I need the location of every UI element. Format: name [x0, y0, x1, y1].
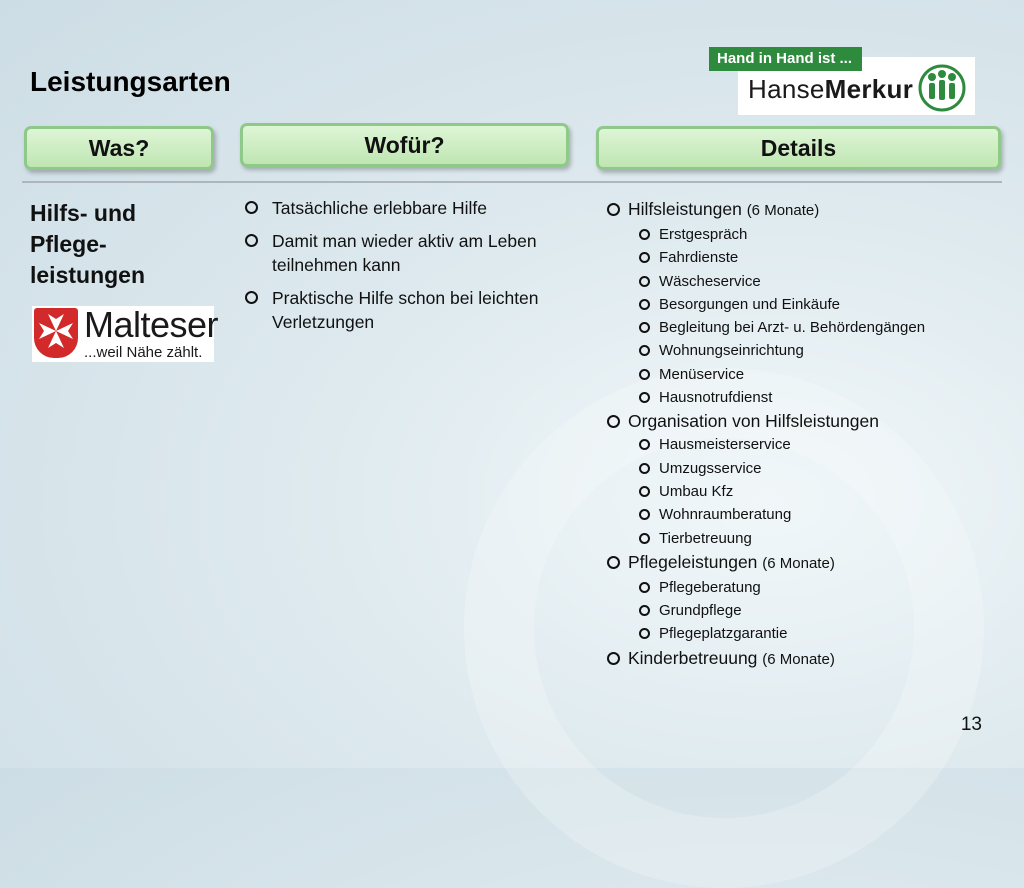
- details-item-text: Menüservice: [659, 365, 745, 383]
- bullet-circle-icon: [245, 201, 258, 214]
- details-list: [597, 197, 997, 672]
- details-item: [597, 246, 997, 269]
- details-item: [597, 480, 997, 503]
- details-item: [597, 223, 997, 246]
- logo-tagline: Hand in Hand ist ...: [709, 47, 862, 71]
- details-item: [597, 339, 997, 362]
- details-item-text: Hausmeisterservice: [659, 436, 791, 454]
- details-item: [597, 293, 997, 316]
- wofuer-item: [240, 286, 585, 334]
- bullet-circle-icon: [245, 234, 258, 247]
- maltese-cross-icon: [34, 308, 78, 354]
- malteser-name: Malteser: [84, 304, 219, 345]
- malteser-slogan: ...weil Nähe zählt.: [84, 344, 203, 361]
- people-circle-icon: [917, 63, 967, 113]
- malteser-shield: [34, 308, 78, 358]
- details-item: [597, 386, 997, 409]
- header-details: Details: [596, 126, 1001, 170]
- wofuer-item-text: Damit man wieder aktiv am Leben teilnehmen kann: [272, 231, 537, 275]
- bullet-circle-icon: [639, 276, 650, 287]
- details-item-text: Wohnraumberatung: [659, 506, 792, 524]
- bullet-circle-icon: [639, 463, 650, 474]
- bullet-circle-icon: [607, 203, 620, 216]
- details-item: [597, 270, 997, 293]
- details-item-text: Pflegeplatzgarantie: [659, 625, 788, 643]
- details-group-hilfsleistungen: [597, 197, 997, 223]
- details-item-text: Erstgespräch: [659, 226, 748, 243]
- details-item: [597, 316, 997, 339]
- bullet-circle-icon: [607, 652, 620, 665]
- details-group-organisation: [597, 409, 997, 433]
- bullet-circle-icon: [639, 322, 650, 333]
- bullet-circle-icon: [639, 605, 650, 616]
- wofuer-item-text: Tatsächliche erlebbare Hilfe: [272, 198, 487, 218]
- details-group-kinderbetreuung: [597, 646, 997, 672]
- brand-part1: Hanse: [748, 74, 825, 104]
- details-item: [597, 622, 997, 645]
- bullet-circle-icon: [639, 392, 650, 403]
- slide-title: Leistungsarten: [30, 66, 231, 97]
- header-wofuer: Wofür?: [240, 123, 569, 167]
- details-item-text: Besorgungen und Einkäufe: [659, 295, 840, 313]
- details-item-text: Hausnotrufdienst: [659, 389, 773, 407]
- details-item: [597, 457, 997, 480]
- details-item: [597, 527, 997, 550]
- logo-brand: [748, 74, 913, 105]
- was-line-1: Hilfs- und: [30, 200, 137, 226]
- details-item-text: Begleitung bei Arzt- u. Behördengängen: [659, 319, 926, 337]
- bullet-circle-icon: [639, 486, 650, 497]
- details-group-label: Kinderbetreuung: [628, 647, 758, 668]
- malteser-logo: [32, 304, 219, 362]
- divider-line: [22, 181, 1002, 183]
- details-item: [597, 433, 997, 456]
- bullet-circle-icon: [639, 229, 650, 240]
- details-item-text: Pflegeberatung: [659, 578, 761, 596]
- wofuer-list: [240, 196, 585, 343]
- bullet-circle-icon: [639, 628, 650, 639]
- was-text: [30, 198, 210, 291]
- details-item-text: Wäscheservice: [659, 272, 761, 290]
- details-item: [597, 503, 997, 526]
- bullet-circle-icon: [639, 439, 650, 450]
- details-group-note: (6 Monate): [746, 202, 820, 219]
- bullet-circle-icon: [639, 369, 650, 380]
- details-group-pflegeleistungen: [597, 550, 997, 576]
- page-number: 13: [960, 714, 982, 735]
- details-item-text: Grundpflege: [659, 602, 742, 620]
- wofuer-item: [240, 196, 585, 220]
- details-item-text: Umbau Kfz: [659, 482, 734, 500]
- was-line-3: leistungen: [30, 262, 146, 288]
- details-group-label: Pflegeleistungen: [628, 551, 758, 572]
- hansemerkur-logo: [709, 45, 977, 117]
- details-item-text: Wohnungseinrichtung: [659, 342, 804, 360]
- bullet-circle-icon: [245, 291, 258, 304]
- bullet-circle-icon: [639, 345, 650, 356]
- wofuer-item: [240, 229, 585, 277]
- bullet-circle-icon: [639, 252, 650, 263]
- bullet-circle-icon: [639, 533, 650, 544]
- bullet-circle-icon: [639, 299, 650, 310]
- details-group-note: (6 Monate): [762, 554, 835, 572]
- details-item-text: Tierbetreuung: [659, 529, 752, 547]
- bullet-circle-icon: [607, 415, 620, 428]
- header-was: Was?: [24, 126, 214, 170]
- details-item: [597, 363, 997, 386]
- details-group-label: Hilfsleistungen: [628, 199, 742, 219]
- details-group-note: (6 Monate): [762, 650, 835, 668]
- was-line-2: Pflege-: [30, 231, 107, 257]
- wofuer-item-text: Praktische Hilfe schon bei leichten Verletzungen: [272, 288, 539, 332]
- bullet-circle-icon: [607, 556, 620, 569]
- details-item: [597, 576, 997, 599]
- bullet-circle-icon: [639, 509, 650, 520]
- details-item-text: Umzugsservice: [659, 459, 762, 477]
- details-item-text: Fahrdienste: [659, 249, 739, 267]
- details-item: [597, 599, 997, 622]
- bullet-circle-icon: [639, 582, 650, 593]
- brand-part2: Merkur: [824, 74, 914, 104]
- details-group-label: Organisation von Hilfsleistungen: [628, 411, 879, 432]
